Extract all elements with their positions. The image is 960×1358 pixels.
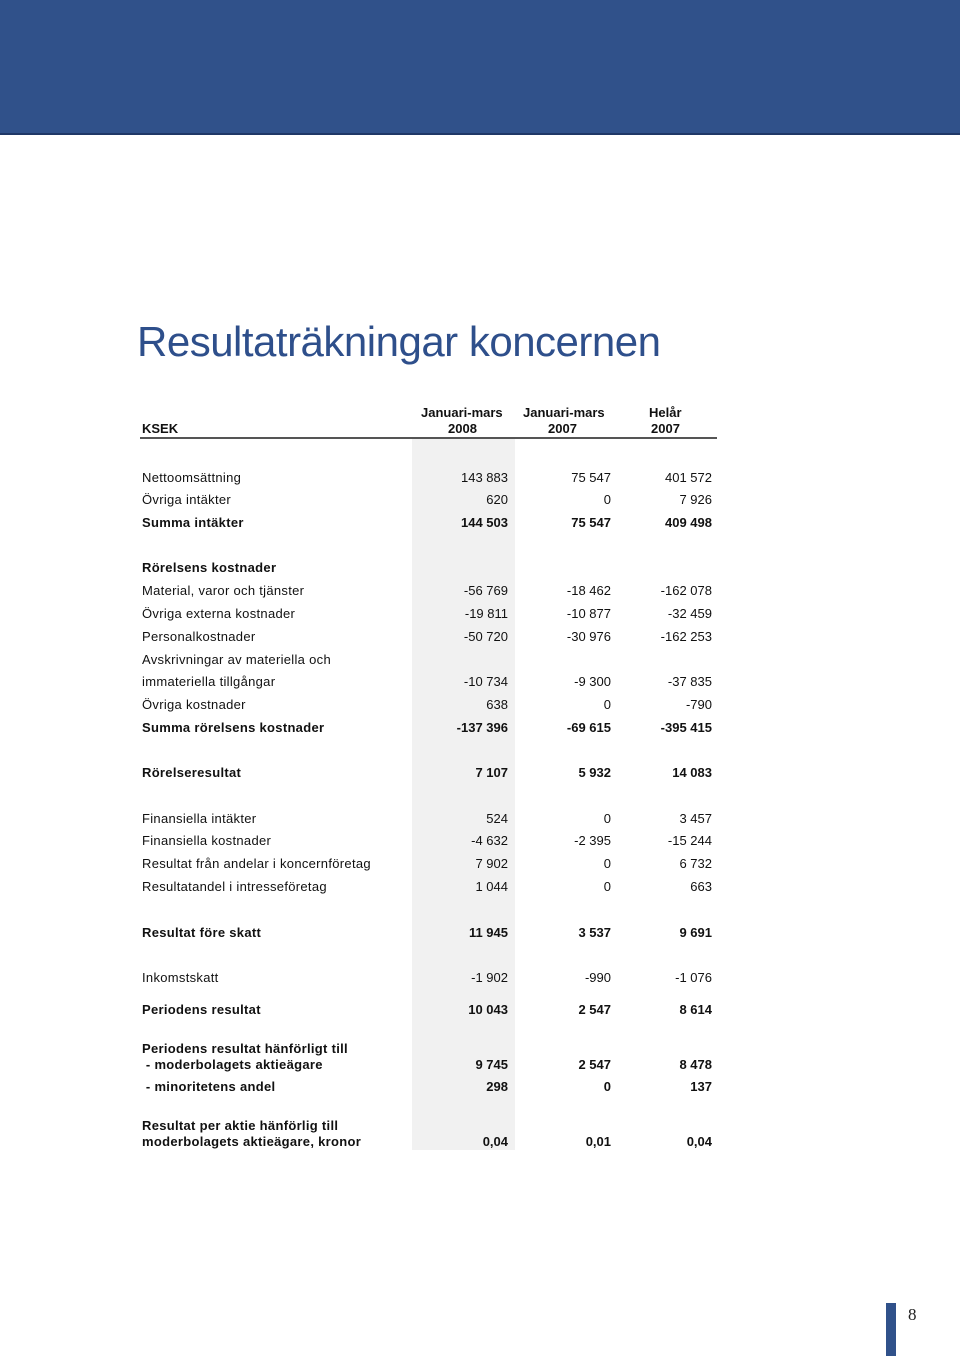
row-label: - minoritetens andel (142, 1079, 276, 1094)
value-2007-q1: 2 547 (578, 1057, 611, 1072)
value-2007-q1: -30 976 (566, 629, 611, 644)
value-2007-q1: 0 (603, 811, 611, 826)
value-2008-q1: 1 044 (475, 879, 508, 894)
value-2008-q1: 9 745 (475, 1057, 508, 1072)
value-2007-full-year: 14 083 (672, 765, 712, 780)
value-2007-q1: 0 (603, 1079, 611, 1094)
value-2007-full-year: 9 691 (679, 925, 712, 940)
value-2007-full-year: 8 478 (679, 1057, 712, 1072)
value-2007-full-year: -162 253 (660, 629, 712, 644)
value-2008-q1: 524 (486, 811, 508, 826)
col1-header-year: 2008 (448, 421, 477, 436)
row-label: Finansiella intäkter (142, 811, 257, 826)
row-label: Resultat före skatt (142, 925, 262, 940)
table-row (142, 832, 717, 850)
value-2007-q1: -69 615 (566, 720, 611, 735)
row-label: Rörelseresultat (142, 765, 242, 780)
col3-header-year: 2007 (651, 421, 680, 436)
page-number-bar (886, 1303, 896, 1356)
header-banner (0, 0, 960, 133)
value-2008-q1: 620 (486, 492, 508, 507)
value-2007-q1: -2 395 (574, 833, 611, 848)
value-2007-full-year: 137 (690, 1079, 712, 1094)
row-label: Övriga kostnader (142, 697, 246, 712)
value-2007-q1: 0 (603, 879, 611, 894)
value-2007-q1: 75 547 (571, 515, 611, 530)
value-2007-full-year: 3 457 (679, 811, 712, 826)
value-2008-q1: 10 043 (468, 1002, 508, 1017)
value-2007-full-year: -790 (685, 697, 712, 712)
value-2007-q1: 75 547 (571, 470, 611, 485)
value-2008-q1: 7 107 (475, 765, 508, 780)
table-row-label-continued (142, 651, 717, 669)
table-row (142, 1056, 717, 1074)
table-row-total (142, 719, 717, 737)
value-2007-full-year: -1 076 (675, 970, 712, 985)
value-2007-full-year: -395 415 (660, 720, 712, 735)
value-2007-q1: 0,01 (585, 1134, 611, 1149)
value-2008-q1: 7 902 (475, 856, 508, 871)
table-row-total (142, 1133, 717, 1151)
table-row (142, 673, 717, 691)
value-2008-q1: 0,04 (482, 1134, 508, 1149)
table-row (142, 878, 717, 896)
row-label: Finansiella kostnader (142, 833, 272, 848)
header-banner-rule (0, 133, 960, 135)
row-label: Summa intäkter (142, 515, 244, 530)
row-label: Övriga externa kostnader (142, 606, 296, 621)
value-2008-q1: -50 720 (463, 629, 508, 644)
table-row (142, 969, 717, 987)
value-2007-q1: 0 (603, 697, 611, 712)
page-title: Resultaträkningar koncernen (137, 318, 661, 365)
value-2007-q1: -10 877 (566, 606, 611, 621)
value-2007-q1: -9 300 (574, 674, 611, 689)
row-label: Summa rörelsens kostnader (142, 720, 325, 735)
row-label: Resultatandel i intresseföretag (142, 879, 327, 894)
table-row (142, 491, 717, 509)
row-label: Nettoomsättning (142, 470, 242, 485)
value-2008-q1: 298 (486, 1079, 508, 1094)
value-2008-q1: 11 945 (468, 925, 508, 940)
table-row (142, 810, 717, 828)
table-row-total (142, 924, 717, 942)
value-2007-full-year: -15 244 (667, 833, 712, 848)
value-2007-q1: 5 932 (578, 765, 611, 780)
row-label: - moderbolagets aktieägare (142, 1057, 323, 1072)
table-row-total (142, 764, 717, 782)
value-2008-q1: 143 883 (461, 470, 508, 485)
section-heading (142, 559, 717, 577)
value-2007-q1: 0 (603, 492, 611, 507)
row-label: moderbolagets aktieägare, kronor (142, 1134, 362, 1149)
page-number: 8 (908, 1305, 917, 1324)
value-2007-full-year: 0,04 (686, 1134, 712, 1149)
value-2007-q1: 3 537 (578, 925, 611, 940)
value-2008-q1: -10 734 (463, 674, 508, 689)
row-label: immateriella tillgångar (142, 674, 276, 689)
value-2007-q1: 0 (603, 856, 611, 871)
table-row (142, 855, 717, 873)
table-row (142, 696, 717, 714)
value-2007-q1: -18 462 (566, 583, 611, 598)
header-rule (140, 437, 717, 439)
col2-header-year: 2007 (548, 421, 577, 436)
table-row (142, 628, 717, 646)
value-2007-full-year: 6 732 (679, 856, 712, 871)
row-label: Avskrivningar av materiella och (142, 652, 331, 667)
row-label: Periodens resultat (142, 1002, 261, 1017)
value-2007-full-year: 663 (690, 879, 712, 894)
value-2007-full-year: -32 459 (667, 606, 712, 621)
value-2007-q1: 2 547 (578, 1002, 611, 1017)
row-label: Inkomstskatt (142, 970, 219, 985)
value-2008-q1: -19 811 (464, 606, 508, 621)
value-2007-full-year: -37 835 (667, 674, 712, 689)
value-2007-full-year: 8 614 (679, 1002, 712, 1017)
value-2008-q1: -56 769 (463, 583, 508, 598)
row-label: Personalkostnader (142, 629, 256, 644)
value-2008-q1: -137 396 (456, 720, 508, 735)
row-label: Rörelsens kostnader (142, 560, 277, 575)
table-row (142, 1078, 717, 1096)
row-label: Periodens resultat hänförligt till (142, 1041, 348, 1056)
col3-header-period: Helår (649, 405, 682, 420)
row-label: Övriga intäkter (142, 492, 232, 507)
table-row-total (142, 1001, 717, 1019)
value-2007-q1: -990 (584, 970, 611, 985)
row-label: Resultat från andelar i koncernföretag (142, 856, 371, 871)
value-2007-full-year: 401 572 (665, 470, 712, 485)
table-row (142, 605, 717, 623)
value-2007-full-year: 7 926 (679, 492, 712, 507)
value-2008-q1: -4 632 (471, 833, 508, 848)
unit-label: KSEK (142, 421, 179, 436)
row-label: Material, varor och tjänster (142, 583, 305, 598)
col1-header-period: Januari-mars (421, 405, 503, 420)
value-2008-q1: -1 902 (471, 970, 508, 985)
col2-header-period: Januari-mars (523, 405, 605, 420)
value-2007-full-year: 409 498 (665, 515, 712, 530)
table-row-total (142, 514, 717, 532)
row-label: Resultat per aktie hänförlig till (142, 1118, 339, 1133)
value-2008-q1: 638 (486, 697, 508, 712)
value-2007-full-year: -162 078 (660, 583, 712, 598)
table-row (142, 469, 717, 487)
table-row (142, 582, 717, 600)
value-2008-q1: 144 503 (461, 515, 508, 530)
